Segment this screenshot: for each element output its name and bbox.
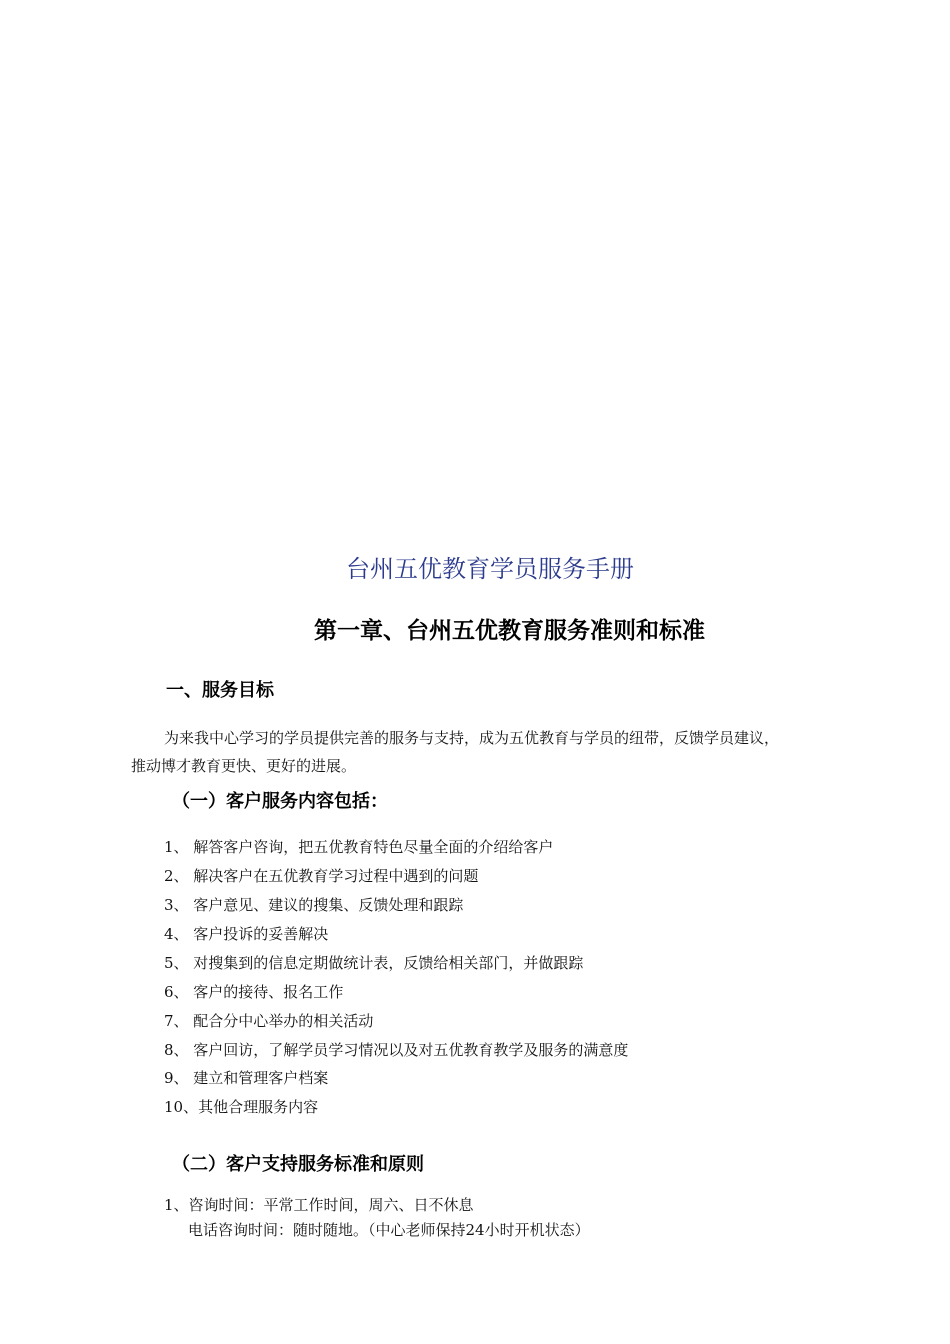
list-item: 8、 客户回访，了解学员学习情况以及对五优教育教学及服务的满意度: [164, 1041, 629, 1059]
list-item: 7、 配合分中心举办的相关活动: [164, 1012, 374, 1030]
phone-consult-hours-line: 电话咨询时间：随时随地。（中心老师保持24小时开机状态）: [188, 1221, 590, 1239]
list-item: 6、 客户的接待、报名工作: [164, 983, 344, 1001]
subsection-heading-support-standards: （二）客户支持服务标准和原则: [172, 1154, 424, 1175]
list-item: 5、 对搜集到的信息定期做统计表，反馈给相关部门，并做跟踪: [164, 954, 584, 972]
list-item: 10、其他合理服务内容: [164, 1098, 319, 1116]
list-item: 2、 解决客户在五优教育学习过程中遇到的问题: [164, 867, 479, 885]
goal-paragraph-line-2: 推动博才教育更快、更好的进展。: [131, 757, 357, 775]
list-item: 4、 客户投诉的妥善解决: [164, 925, 329, 943]
list-item: 1、 解答客户咨询，把五优教育特色尽量全面的介绍给客户: [164, 838, 554, 856]
consult-hours-line: 1、咨询时间：平常工作时间，周六、日不休息: [164, 1196, 474, 1214]
section-heading-service-goal: 一、服务目标: [166, 680, 274, 701]
goal-paragraph-line-1: 为来我中心学习的学员提供完善的服务与支持，成为五优教育与学员的纽带，反馈学员建议，: [164, 729, 780, 747]
chapter-title: 第一章、台州五优教育服务准则和标准: [314, 618, 705, 644]
list-item: 9、 建立和管理客户档案: [164, 1069, 329, 1087]
list-item: 3、 客户意见、建议的搜集、反馈处理和跟踪: [164, 896, 464, 914]
subsection-heading-service-content: （一）客户服务内容包括：: [172, 791, 388, 812]
document-title: 台州五优教育学员服务手册: [346, 555, 634, 583]
